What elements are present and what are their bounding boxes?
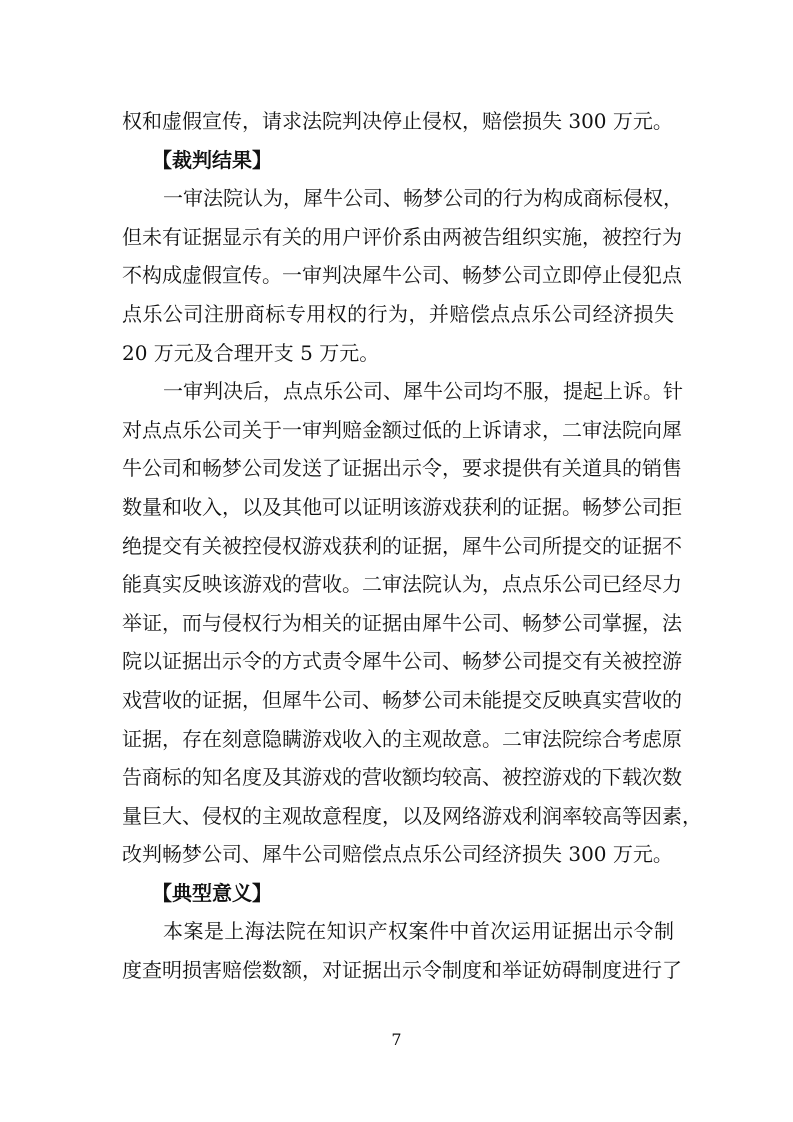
text-line: 戏营收的证据，但犀牛公司、畅梦公司未能提交反映真实营收的 xyxy=(122,687,682,712)
text-line: 能真实反映该游戏的营收。二审法院认为，点点乐公司已经尽力 xyxy=(122,572,682,597)
text-line: 举证，而与侵权行为相关的证据由犀牛公司、畅梦公司掌握，法 xyxy=(122,610,682,635)
text-line: 院以证据出示令的方式责令犀牛公司、畅梦公司提交有关被控游 xyxy=(122,649,682,674)
text-line: 对点点乐公司关于一审判赔金额过低的上诉请求，二审法院向犀 xyxy=(122,417,682,442)
text-line: 点乐公司注册商标专用权的行为，并赔偿点点乐公司经济损失 xyxy=(122,301,674,326)
text-line: 一审法院认为，犀牛公司、畅梦公司的行为构成商标侵权， xyxy=(163,186,683,211)
text-line: 不构成虚假宣传。一审判决犀牛公司、畅梦公司立即停止侵犯点 xyxy=(122,263,682,288)
text-line: 但未有证据显示有关的用户评价系由两被告组织实施，被控行为 xyxy=(122,224,682,249)
text-line: 绝提交有关被控侵权游戏获利的证据，犀牛公司所提交的证据不 xyxy=(122,533,682,558)
text-line: 20 万元及合理开支 5 万元。 xyxy=(122,340,380,365)
section-heading: 【典型意义】 xyxy=(152,880,272,905)
text-line: 改判畅梦公司、犀牛公司赔偿点点乐公司经济损失 300 万元。 xyxy=(122,842,673,867)
page-number: 7 xyxy=(391,1030,402,1049)
text-line: 一审判决后，点点乐公司、犀牛公司均不服，提起上诉。针 xyxy=(163,379,683,404)
body-text xyxy=(122,102,702,990)
text-line: 度查明损害赔偿数额，对证据出示令制度和举证妨碍制度进行了 xyxy=(122,958,682,983)
section-heading: 【裁判结果】 xyxy=(152,147,272,172)
text-line: 证据，存在刻意隐瞒游戏收入的主观故意。二审法院综合考虑原 xyxy=(122,726,682,751)
text-line: 量巨大、侵权的主观故意程度，以及网络游戏利润率较高等因素， xyxy=(122,803,702,828)
text-line: 告商标的知名度及其游戏的营收额均较高、被控游戏的下载次数 xyxy=(122,765,682,790)
text-line: 牛公司和畅梦公司发送了证据出示令，要求提供有关道具的销售 xyxy=(122,456,682,481)
text-line: 本案是上海法院在知识产权案件中首次运用证据出示令制 xyxy=(163,919,674,944)
text-line: 权和虚假宣传，请求法院判决停止侵权，赔偿损失 300 万元。 xyxy=(122,109,673,133)
text-line: 数量和收入，以及其他可以证明该游戏获利的证据。畅梦公司拒 xyxy=(122,494,682,519)
